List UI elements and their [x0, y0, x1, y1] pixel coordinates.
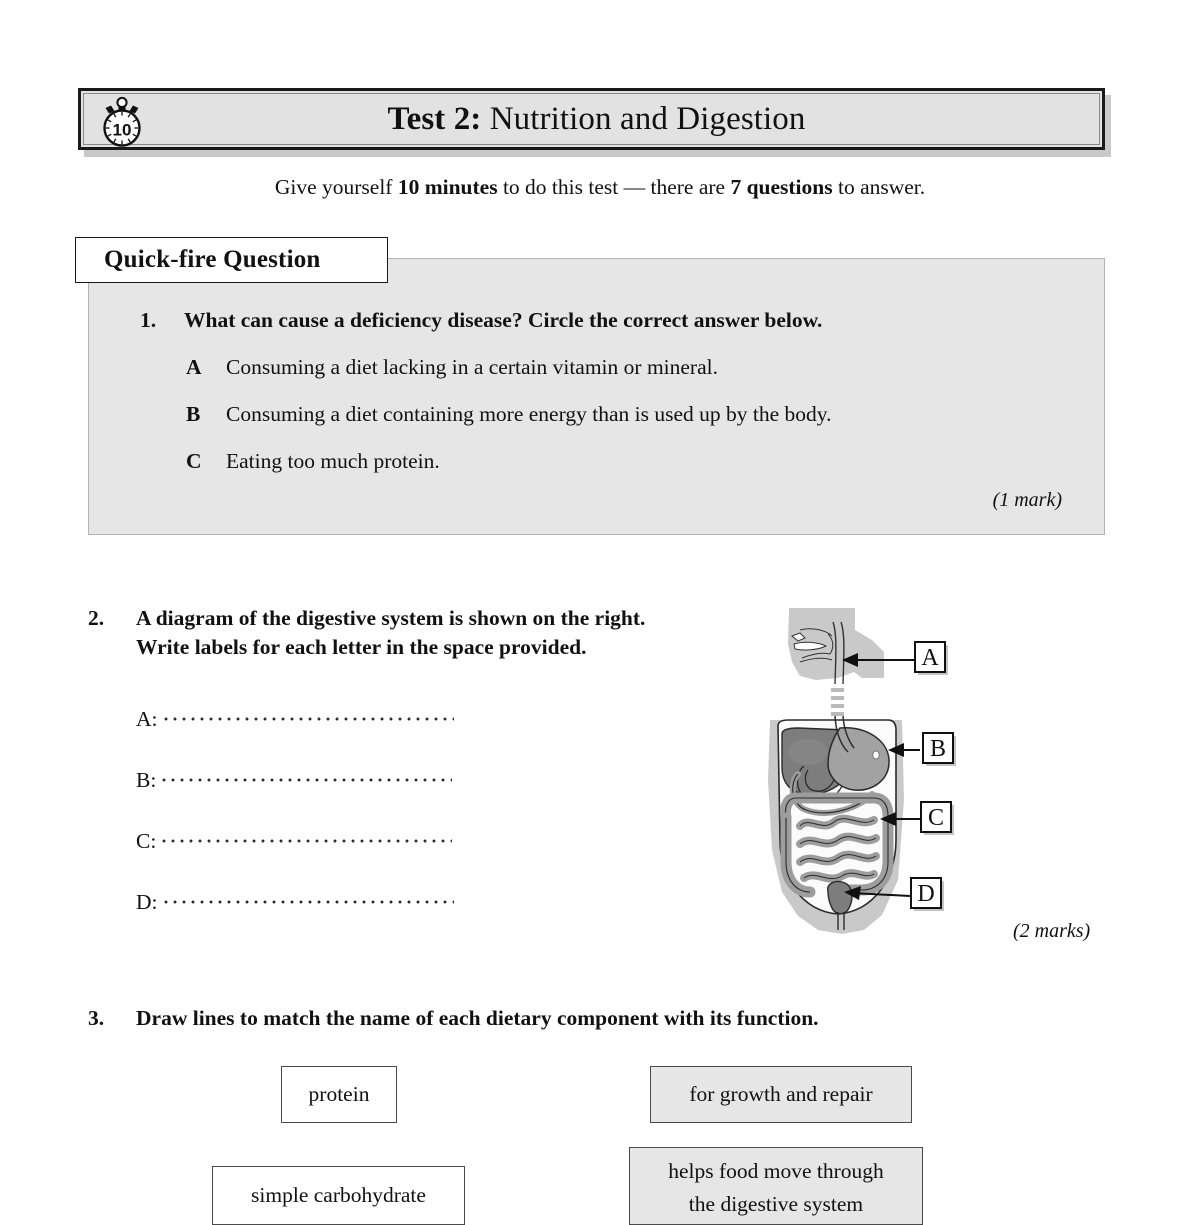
match-function-food-movement-label [668, 1155, 884, 1222]
question-1-heading [140, 308, 1040, 333]
answer-line-a-input[interactable] [164, 717, 454, 723]
intro-part3: to answer. [832, 175, 926, 199]
intro-part1: Give yourself [274, 175, 398, 199]
question-2 [88, 604, 748, 951]
answer-line-c[interactable] [136, 829, 748, 854]
match-item-protein-label: protein [308, 1081, 370, 1106]
question-1-option-b[interactable] [140, 402, 1040, 427]
answer-line-c-letter: C: [136, 829, 157, 854]
question-3 [88, 1006, 1088, 1031]
answer-line-c-input[interactable] [162, 839, 452, 845]
question-3-text: Draw lines to match the name of each dietary component with its function. [136, 1006, 819, 1030]
question-1 [140, 308, 1040, 474]
question-2-text [136, 604, 645, 661]
match-function-growth-repair[interactable] [650, 1066, 912, 1123]
match-function-food-movement[interactable] [629, 1147, 923, 1225]
intro-question-count: 7 questions [730, 175, 833, 199]
match-item-simple-carbohydrate-label: simple carbohydrate [251, 1182, 426, 1207]
intro-part2: to do this test — there are [497, 175, 731, 199]
test-instructions [0, 175, 1200, 200]
answer-line-b-input[interactable] [162, 778, 452, 784]
oesophagus-break-dashes [831, 688, 844, 716]
label-d-text: D [917, 881, 935, 907]
test-header [78, 88, 1105, 150]
question-2-marks: (2 marks) [1013, 920, 1091, 942]
question-1-text: What can cause a deficiency disease? Circle the correct answer below. [184, 308, 823, 332]
question-3-number: 3. [88, 1006, 105, 1030]
question-2-answer-lines [88, 707, 748, 915]
intro-minutes: 10 minutes [397, 175, 498, 199]
question-1-marks: (1 mark) [992, 489, 1062, 511]
digestive-system-diagram [742, 600, 972, 940]
answer-line-b[interactable] [136, 768, 748, 793]
label-b-text: B [929, 736, 947, 762]
stopwatch-minutes-text: 10 [112, 120, 132, 140]
question-2-line1: A diagram of the digestive system is shown on the right. [136, 606, 646, 630]
answer-line-a-letter: A: [136, 707, 158, 732]
match-function-food-movement-line2: the digestive system [688, 1192, 864, 1216]
question-2-line2: Write labels for each letter in the space provided. [136, 634, 587, 659]
quick-fire-tab-label: Quick-fire Question [104, 246, 321, 273]
answer-line-b-letter: B: [136, 768, 157, 793]
quick-fire-tab [75, 237, 388, 283]
option-c-text: Eating too much protein. [226, 449, 440, 473]
question-2-heading [88, 604, 748, 661]
match-function-growth-repair-label: for growth and repair [689, 1081, 873, 1106]
option-c-letter: C [186, 449, 202, 473]
page-title-prefix: Test 2: [387, 100, 482, 137]
answer-line-d-input[interactable] [164, 900, 454, 906]
match-item-protein[interactable] [281, 1066, 397, 1123]
question-2-number: 2. [88, 606, 105, 630]
page-title-subject: Nutrition and Digestion [481, 100, 806, 137]
answer-line-d[interactable] [136, 890, 748, 915]
option-b-text: Consuming a diet containing more energy than is used up by the body. [226, 402, 832, 426]
page-title [81, 100, 1102, 137]
header-bar [78, 88, 1105, 150]
option-a-text: Consuming a diet lacking in a certain vitamin or mineral. [226, 355, 718, 379]
label-c-text: C [927, 805, 945, 831]
option-a-letter: A [186, 355, 202, 379]
question-1-option-a[interactable] [140, 355, 1040, 380]
answer-line-a[interactable] [136, 707, 748, 732]
label-a-text: A [921, 645, 939, 671]
question-3-heading [88, 1006, 1088, 1031]
question-1-number: 1. [140, 308, 157, 332]
question-1-option-c[interactable] [140, 449, 1040, 474]
answer-line-d-letter: D: [136, 890, 158, 915]
match-function-food-movement-line1: helps food move through [668, 1158, 884, 1183]
match-item-simple-carbohydrate[interactable] [212, 1166, 465, 1225]
stopwatch-icon [95, 95, 149, 149]
option-b-letter: B [186, 402, 201, 426]
